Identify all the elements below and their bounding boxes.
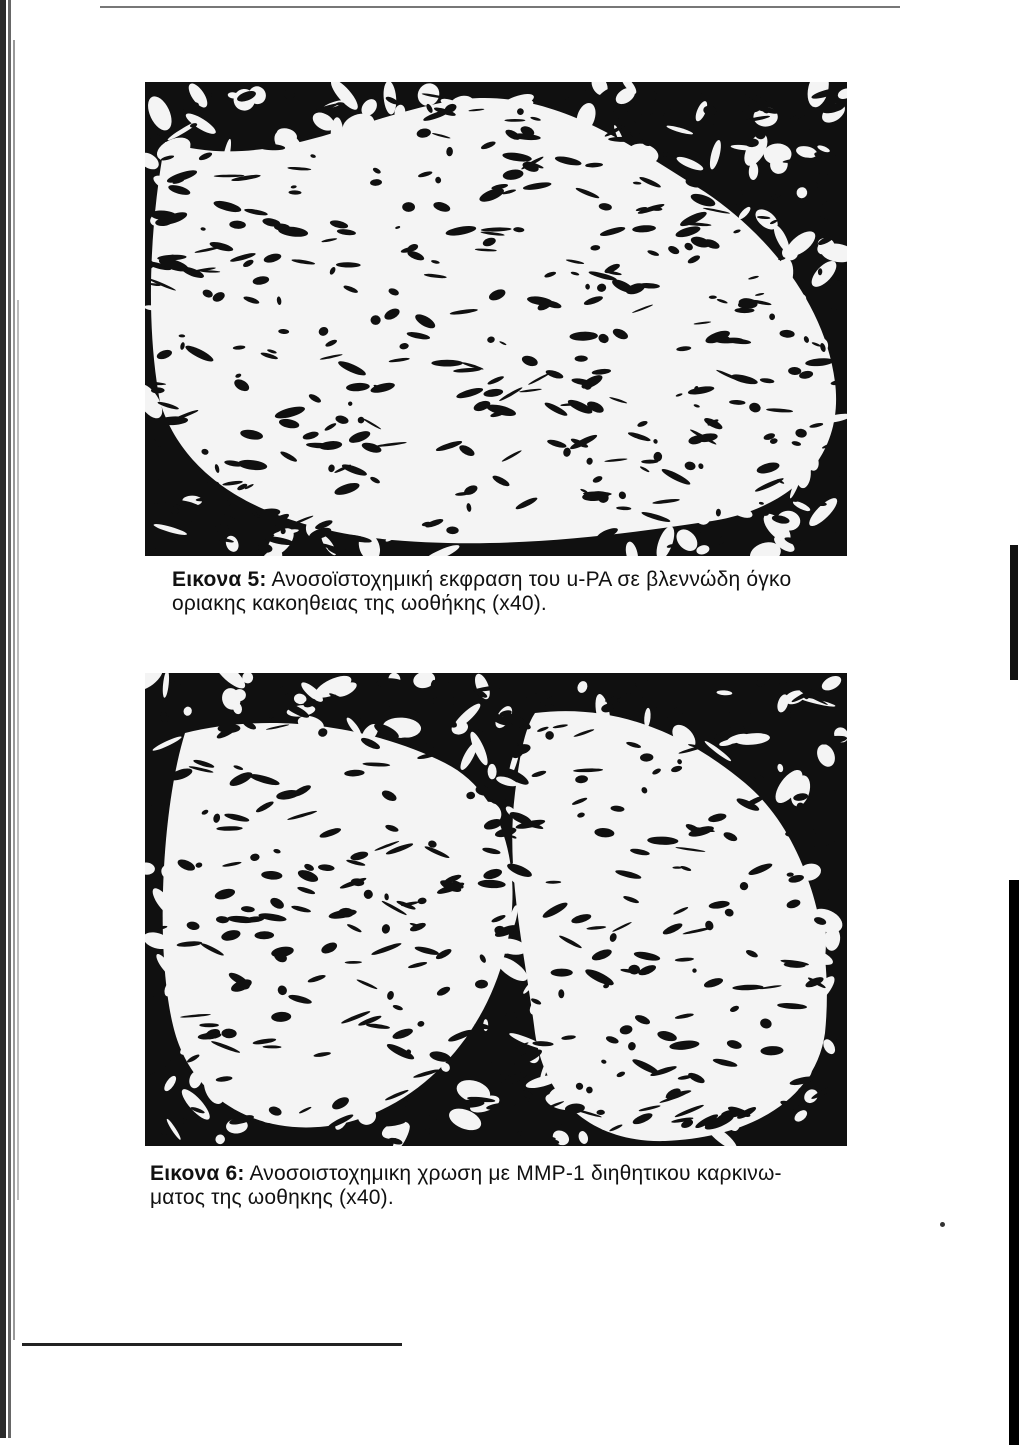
scan-speck (940, 1222, 945, 1227)
figure-6-caption-line-2: ματος της ωοθηκης (x40). (150, 1186, 394, 1209)
figure-5-caption-line-1 (172, 568, 852, 592)
figure-5-caption (172, 568, 852, 616)
figure-5-label: Εικονα 5: (172, 568, 267, 591)
scan-edge-left (0, 0, 22, 1438)
micrograph-figure-5 (145, 82, 847, 556)
scan-bottom-rule (22, 1343, 402, 1346)
micrograph-figure-6 (145, 673, 847, 1146)
figure-5-caption-text-1: Ανοσοϊστοχημική εκφραση του u-PA σε βλεννώδη όγκο (271, 568, 792, 591)
figure-6-caption (150, 1162, 850, 1210)
scan-top-rule (100, 6, 900, 8)
scan-edge-right-lower (1009, 880, 1019, 1445)
micrograph-5-image (145, 82, 847, 556)
figure-6-label: Εικονα 6: (150, 1162, 245, 1185)
scan-edge-right-upper (1010, 545, 1018, 680)
figure-6-caption-line-1 (150, 1162, 850, 1186)
figure-6-caption-text-1: Ανοσοιστοχημικη χρωση με MMP-1 διηθητικου καρκινω- (249, 1162, 782, 1185)
micrograph-6-image (145, 673, 847, 1146)
figure-5-caption-line-2: οριακης κακοηθειας της ωοθήκης (x40). (172, 592, 547, 615)
